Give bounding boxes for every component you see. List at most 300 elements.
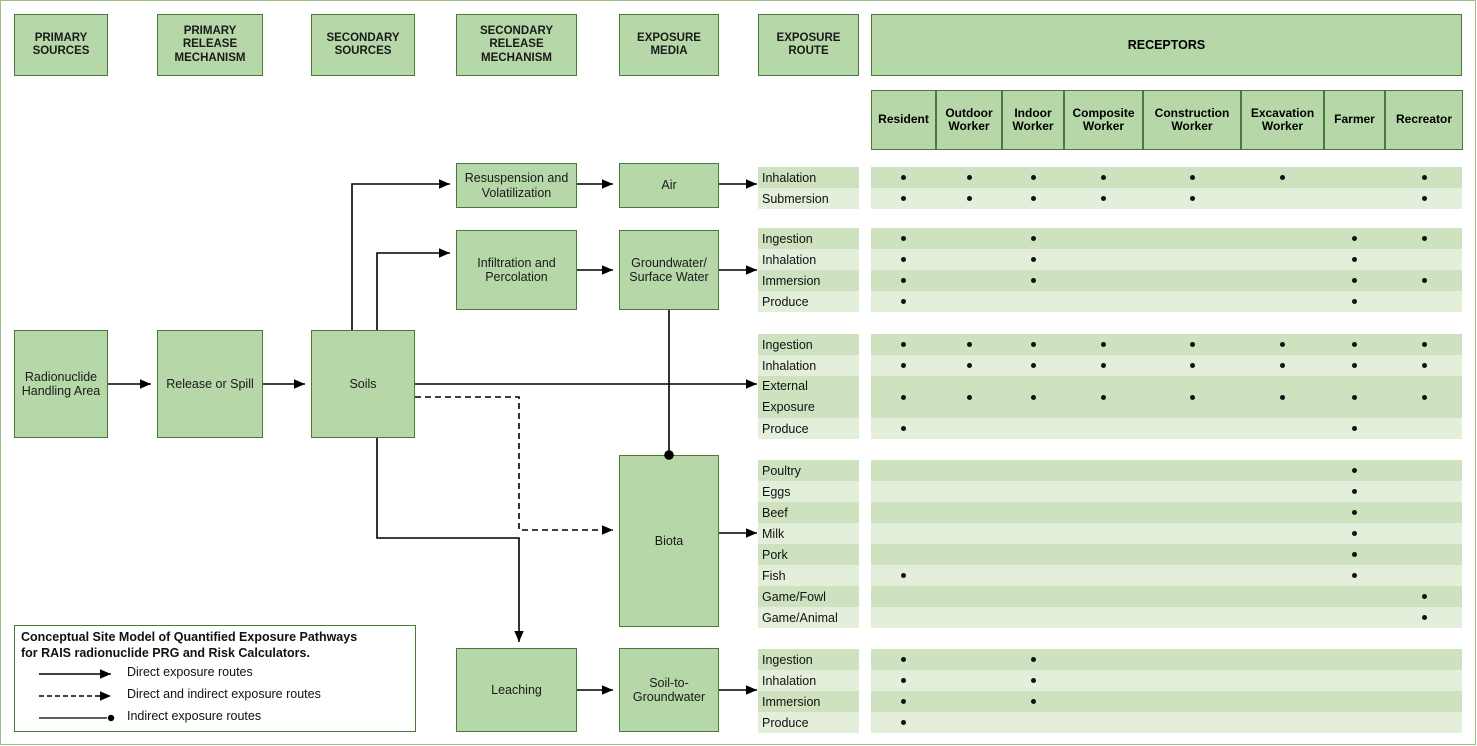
pathway-cell <box>1143 167 1241 188</box>
node-media-air: Air <box>619 163 719 208</box>
pathway-cell <box>1143 565 1241 586</box>
receptor-header-excavation-worker: Excavation Worker <box>1241 90 1324 150</box>
pathway-cell <box>1324 334 1385 355</box>
pathway-dot <box>1031 699 1036 704</box>
pathway-dot <box>1422 342 1427 347</box>
exposure-route-label: Produce <box>758 712 859 733</box>
pathway-cell <box>1143 270 1241 291</box>
exposure-route-label: Beef <box>758 502 859 523</box>
node-media-biota: Biota <box>619 455 719 627</box>
pathway-cell <box>1241 544 1324 565</box>
pathway-cell <box>1241 334 1324 355</box>
pathway-dot <box>1422 196 1427 201</box>
pathway-cell <box>1324 607 1385 628</box>
pathway-cell <box>1143 355 1241 376</box>
pathway-cell <box>871 291 936 312</box>
legend-label-indirect: Indirect exposure routes <box>127 709 262 724</box>
pathway-cell <box>1324 712 1385 733</box>
pathway-cell <box>936 565 1002 586</box>
receptor-header-indoor-worker: Indoor Worker <box>1002 90 1064 150</box>
pathway-cell <box>1064 228 1143 249</box>
pathway-dot <box>901 720 906 725</box>
pathway-dot <box>1352 363 1357 368</box>
pathway-cell <box>1241 355 1324 376</box>
pathway-dot <box>901 299 906 304</box>
receptor-header-composite-worker: Composite Worker <box>1064 90 1143 150</box>
pathway-dot <box>1101 196 1106 201</box>
pathway-cell <box>936 460 1002 481</box>
pathway-dot <box>1280 363 1285 368</box>
pathway-cell <box>1002 188 1064 209</box>
legend-item-direct-indirect <box>15 685 415 707</box>
pathway-dot <box>1352 510 1357 515</box>
pathway-cell <box>936 607 1002 628</box>
pathway-cell <box>1002 544 1064 565</box>
pathway-cell <box>1064 291 1143 312</box>
pathway-cell <box>1064 565 1143 586</box>
pathway-dot <box>901 196 906 201</box>
pathway-cell <box>1385 270 1463 291</box>
exposure-route-label: Produce <box>758 418 859 439</box>
pathway-cell <box>871 586 936 607</box>
pathway-dot <box>1031 657 1036 662</box>
legend-label-direct: Direct exposure routes <box>127 665 253 680</box>
pathway-dot <box>901 678 906 683</box>
pathway-cell <box>936 691 1002 712</box>
pathway-dot <box>1101 342 1106 347</box>
pathway-cell <box>871 355 936 376</box>
pathway-cell <box>1064 355 1143 376</box>
header-secondary-sources: SECONDARY SOURCES <box>311 14 415 76</box>
pathway-dot <box>901 278 906 283</box>
pathway-dot <box>1190 175 1195 180</box>
pathway-dot <box>1352 573 1357 578</box>
exposure-route-label: Inhalation <box>758 167 859 188</box>
pathway-cell <box>1064 712 1143 733</box>
pathway-cell <box>1241 565 1324 586</box>
pathway-cell <box>936 481 1002 502</box>
pathway-cell <box>1002 523 1064 544</box>
header-secondary-release-mechanism: SECONDARY RELEASE MECHANISM <box>456 14 577 76</box>
pathway-cell <box>1002 291 1064 312</box>
legend-item-direct <box>15 663 415 685</box>
exposure-route-label: Immersion <box>758 270 859 291</box>
pathway-cell <box>1143 523 1241 544</box>
pathway-cell <box>1002 355 1064 376</box>
pathway-cell <box>1002 228 1064 249</box>
exposure-route-label: Eggs <box>758 481 859 502</box>
pathway-dot <box>1190 395 1195 400</box>
pathway-dot <box>1031 342 1036 347</box>
pathway-cell <box>871 418 936 439</box>
pathway-dot <box>901 257 906 262</box>
pathway-cell <box>1241 523 1324 544</box>
exposure-route-label: Produce <box>758 291 859 312</box>
pathway-cell <box>1143 418 1241 439</box>
pathway-dot <box>1352 395 1357 400</box>
pathway-cell <box>871 376 936 418</box>
pathway-cell <box>1143 586 1241 607</box>
pathway-dot <box>967 196 972 201</box>
pathway-cell <box>1324 188 1385 209</box>
pathway-dot <box>1280 395 1285 400</box>
pathway-cell <box>1241 167 1324 188</box>
pathway-cell <box>871 481 936 502</box>
pathway-cell <box>1002 649 1064 670</box>
receptor-header-resident: Resident <box>871 90 936 150</box>
pathway-cell <box>936 670 1002 691</box>
pathway-cell <box>871 670 936 691</box>
pathway-cell <box>1143 502 1241 523</box>
pathway-cell <box>936 334 1002 355</box>
pathway-cell <box>1143 188 1241 209</box>
pathway-cell <box>936 586 1002 607</box>
pathway-cell <box>1324 418 1385 439</box>
pathway-cell <box>871 565 936 586</box>
pathway-cell <box>1241 481 1324 502</box>
pathway-cell <box>871 607 936 628</box>
pathway-dot <box>901 236 906 241</box>
pathway-dot <box>1280 342 1285 347</box>
exposure-route-label: Ingestion <box>758 334 859 355</box>
pathway-cell <box>1064 649 1143 670</box>
pathway-cell <box>1143 670 1241 691</box>
receptor-header-farmer: Farmer <box>1324 90 1385 150</box>
pathway-cell <box>871 270 936 291</box>
pathway-cell <box>936 544 1002 565</box>
pathway-cell <box>1385 167 1463 188</box>
pathway-cell <box>1143 291 1241 312</box>
pathway-cell <box>1241 270 1324 291</box>
pathway-dot <box>1422 175 1427 180</box>
pathway-dot <box>1101 395 1106 400</box>
pathway-cell <box>936 712 1002 733</box>
pathway-dot <box>967 342 972 347</box>
pathway-cell <box>1385 249 1463 270</box>
pathway-dot <box>1031 236 1036 241</box>
pathway-cell <box>936 355 1002 376</box>
pathway-cell <box>936 291 1002 312</box>
exposure-route-label: Ingestion <box>758 649 859 670</box>
pathway-cell <box>1064 460 1143 481</box>
pathway-cell <box>871 188 936 209</box>
pathway-cell <box>1143 544 1241 565</box>
pathway-cell <box>1385 502 1463 523</box>
pathway-cell <box>1241 228 1324 249</box>
pathway-cell <box>1002 270 1064 291</box>
pathway-cell <box>1324 481 1385 502</box>
pathway-cell <box>1241 188 1324 209</box>
exposure-route-label: Game/Fowl <box>758 586 859 607</box>
pathway-cell <box>1143 712 1241 733</box>
pathway-dot <box>967 363 972 368</box>
exposure-route-label: Pork <box>758 544 859 565</box>
pathway-cell <box>1064 691 1143 712</box>
pathway-cell <box>1064 188 1143 209</box>
pathway-dot <box>1352 552 1357 557</box>
pathway-cell <box>1385 691 1463 712</box>
pathway-cell <box>1064 523 1143 544</box>
legend-title-line1: Conceptual Site Model of Quantified Exposure Pathways <box>21 630 358 644</box>
pathway-dot <box>901 395 906 400</box>
pathway-cell <box>1143 460 1241 481</box>
pathway-dot <box>1422 615 1427 620</box>
pathway-cell <box>1385 649 1463 670</box>
legend-title <box>15 626 415 663</box>
node-resuspension-volatilization: Resuspension and Volatilization <box>456 163 577 208</box>
pathway-cell <box>1064 670 1143 691</box>
pathway-dot <box>1352 426 1357 431</box>
pathway-cell <box>1241 460 1324 481</box>
pathway-cell <box>1241 712 1324 733</box>
pathway-dot <box>1352 257 1357 262</box>
receptor-header-recreator: Recreator <box>1385 90 1463 150</box>
pathway-cell <box>1241 586 1324 607</box>
pathway-cell <box>1002 712 1064 733</box>
pathway-cell <box>871 523 936 544</box>
pathway-cell <box>1385 355 1463 376</box>
pathway-cell <box>1064 544 1143 565</box>
pathway-cell <box>871 167 936 188</box>
pathway-dot <box>1101 363 1106 368</box>
pathway-cell <box>1324 249 1385 270</box>
pathway-dot <box>901 657 906 662</box>
node-primary-source: Radionuclide Handling Area <box>14 330 108 438</box>
pathway-cell <box>936 418 1002 439</box>
pathway-cell <box>1064 167 1143 188</box>
pathway-cell <box>1143 249 1241 270</box>
pathway-cell <box>1241 607 1324 628</box>
pathway-cell <box>1385 376 1463 418</box>
pathway-cell <box>1324 355 1385 376</box>
pathway-cell <box>1324 565 1385 586</box>
pathway-dot <box>1422 278 1427 283</box>
pathway-cell <box>936 167 1002 188</box>
pathway-dot <box>1352 342 1357 347</box>
pathway-cell <box>1324 670 1385 691</box>
pathway-cell <box>1064 376 1143 418</box>
pathway-cell <box>1143 607 1241 628</box>
pathway-cell <box>871 249 936 270</box>
pathway-cell <box>1385 523 1463 544</box>
pathway-cell <box>1324 291 1385 312</box>
pathway-cell <box>1002 586 1064 607</box>
pathway-cell <box>936 228 1002 249</box>
pathway-dot <box>1352 468 1357 473</box>
pathway-cell <box>1002 691 1064 712</box>
pathway-dot <box>901 363 906 368</box>
pathway-dot <box>1031 278 1036 283</box>
pathway-dot <box>1190 196 1195 201</box>
pathway-cell <box>1385 460 1463 481</box>
exposure-route-label: Inhalation <box>758 355 859 376</box>
pathway-dot <box>1280 175 1285 180</box>
exposure-route-label: Submersion <box>758 188 859 209</box>
pathway-dot <box>1422 594 1427 599</box>
pathway-cell <box>1143 334 1241 355</box>
pathway-cell <box>936 649 1002 670</box>
pathway-cell <box>1324 649 1385 670</box>
exposure-route-label: Game/Animal <box>758 607 859 628</box>
pathway-dot <box>967 395 972 400</box>
pathway-cell <box>1064 502 1143 523</box>
pathway-cell <box>1324 228 1385 249</box>
pathway-cell <box>1241 376 1324 418</box>
pathway-cell <box>1324 167 1385 188</box>
pathway-dot <box>1031 363 1036 368</box>
exposure-route-label: External Exposure <box>758 376 859 418</box>
pathway-cell <box>1385 291 1463 312</box>
legend-item-indirect <box>15 707 415 729</box>
pathway-dot <box>1352 299 1357 304</box>
legend-label-direct-indirect: Direct and indirect exposure routes <box>127 687 321 702</box>
pathway-cell <box>936 523 1002 544</box>
pathway-cell <box>1002 460 1064 481</box>
exposure-route-label: Inhalation <box>758 249 859 270</box>
pathway-cell <box>1143 481 1241 502</box>
pathway-cell <box>1324 270 1385 291</box>
pathway-cell <box>871 712 936 733</box>
node-infiltration-percolation: Infiltration and Percolation <box>456 230 577 310</box>
pathway-dot <box>1422 363 1427 368</box>
pathway-dot <box>1352 489 1357 494</box>
header-receptors: RECEPTORS <box>871 14 1462 76</box>
pathway-dot <box>1031 257 1036 262</box>
pathway-cell <box>1002 418 1064 439</box>
pathway-cell <box>1324 544 1385 565</box>
pathway-cell <box>1385 544 1463 565</box>
pathway-cell <box>871 502 936 523</box>
pathway-cell <box>1002 502 1064 523</box>
header-primary-release-mechanism: PRIMARY RELEASE MECHANISM <box>157 14 263 76</box>
pathway-cell <box>1385 418 1463 439</box>
pathway-dot <box>1031 175 1036 180</box>
pathway-cell <box>1002 670 1064 691</box>
header-exposure-media: EXPOSURE MEDIA <box>619 14 719 76</box>
pathway-cell <box>1002 376 1064 418</box>
pathway-cell <box>871 228 936 249</box>
pathway-dot <box>1031 395 1036 400</box>
pathway-cell <box>1324 523 1385 544</box>
pathway-cell <box>1241 249 1324 270</box>
pathway-dot <box>1031 196 1036 201</box>
pathway-cell <box>1385 712 1463 733</box>
pathway-cell <box>1241 670 1324 691</box>
pathway-cell <box>1324 691 1385 712</box>
pathway-cell <box>1385 334 1463 355</box>
node-secondary-source-soils: Soils <box>311 330 415 438</box>
receptor-header-construction-worker: Construction Worker <box>1143 90 1241 150</box>
pathway-cell <box>1002 607 1064 628</box>
pathway-cell <box>1324 376 1385 418</box>
pathway-cell <box>1143 228 1241 249</box>
pathway-dot <box>901 342 906 347</box>
pathway-cell <box>1143 691 1241 712</box>
pathway-dot <box>901 573 906 578</box>
pathway-dot <box>1352 278 1357 283</box>
pathway-cell <box>1064 270 1143 291</box>
pathway-dot <box>1190 342 1195 347</box>
pathway-cell <box>1241 502 1324 523</box>
pathway-cell <box>1064 418 1143 439</box>
pathway-dot <box>1190 363 1195 368</box>
node-leaching: Leaching <box>456 648 577 732</box>
node-media-groundwater: Groundwater/ Surface Water <box>619 230 719 310</box>
pathway-dot <box>901 699 906 704</box>
pathway-cell <box>1064 481 1143 502</box>
header-primary-sources: PRIMARY SOURCES <box>14 14 108 76</box>
node-primary-release: Release or Spill <box>157 330 263 438</box>
pathway-dot <box>1422 395 1427 400</box>
node-media-soil-to-groundwater: Soil-to- Groundwater <box>619 648 719 732</box>
pathway-cell <box>871 544 936 565</box>
legend <box>14 625 416 732</box>
pathway-cell <box>1385 565 1463 586</box>
pathway-cell <box>1385 228 1463 249</box>
pathway-cell <box>1064 249 1143 270</box>
pathway-cell <box>1064 334 1143 355</box>
pathway-cell <box>936 376 1002 418</box>
pathway-cell <box>936 188 1002 209</box>
receptor-header-outdoor-worker: Outdoor Worker <box>936 90 1002 150</box>
exposure-route-label: Immersion <box>758 691 859 712</box>
pathway-cell <box>871 460 936 481</box>
pathway-dot <box>1101 175 1106 180</box>
pathway-cell <box>871 649 936 670</box>
pathway-cell <box>871 691 936 712</box>
pathway-cell <box>1385 607 1463 628</box>
pathway-cell <box>1241 291 1324 312</box>
pathway-cell <box>1324 502 1385 523</box>
exposure-route-label: Ingestion <box>758 228 859 249</box>
pathway-cell <box>1324 460 1385 481</box>
exposure-route-label: Poultry <box>758 460 859 481</box>
legend-title-line2: for RAIS radionuclide PRG and Risk Calculators. <box>21 645 310 660</box>
pathway-dot <box>967 175 972 180</box>
pathway-dot <box>1352 236 1357 241</box>
pathway-cell <box>1002 167 1064 188</box>
header-exposure-route: EXPOSURE ROUTE <box>758 14 859 76</box>
pathway-cell <box>1002 565 1064 586</box>
pathway-dot <box>901 426 906 431</box>
pathway-dot <box>1031 678 1036 683</box>
pathway-cell <box>936 502 1002 523</box>
pathway-cell <box>1241 649 1324 670</box>
pathway-cell <box>1385 481 1463 502</box>
pathway-dot <box>1352 531 1357 536</box>
pathway-dot <box>1422 236 1427 241</box>
pathway-cell <box>936 249 1002 270</box>
exposure-route-label: Fish <box>758 565 859 586</box>
pathway-cell <box>936 270 1002 291</box>
exposure-route-label: Inhalation <box>758 670 859 691</box>
pathway-cell <box>1324 586 1385 607</box>
pathway-cell <box>1064 607 1143 628</box>
pathway-cell <box>1002 334 1064 355</box>
pathway-cell <box>1064 586 1143 607</box>
pathway-cell <box>1143 649 1241 670</box>
pathway-cell <box>1241 418 1324 439</box>
pathway-cell <box>1241 691 1324 712</box>
pathway-cell <box>1143 376 1241 418</box>
pathway-cell <box>871 334 936 355</box>
pathway-cell <box>1385 188 1463 209</box>
pathway-cell <box>1002 481 1064 502</box>
pathway-dot <box>901 175 906 180</box>
exposure-route-label: Milk <box>758 523 859 544</box>
pathway-cell <box>1002 249 1064 270</box>
pathway-cell <box>1385 586 1463 607</box>
